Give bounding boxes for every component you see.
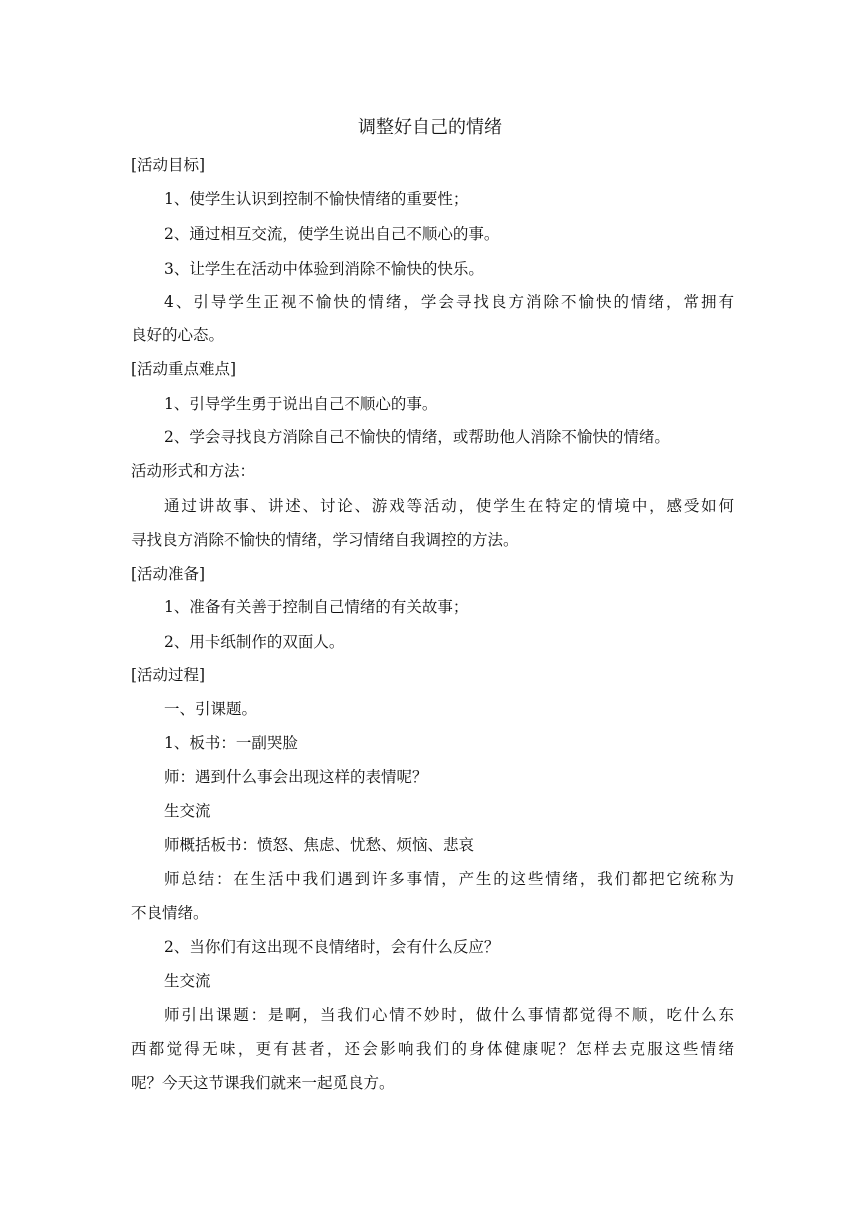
process-item: 2、当你们有这出现不良情绪时，会有什么反应？ bbox=[164, 938, 500, 956]
methods-paragraph-cont: 寻找良方消除不愉快的情绪，学习情绪自我调控的方法。 bbox=[131, 531, 519, 549]
process-item: 1、板书：一副哭脸 bbox=[164, 734, 298, 752]
section-heading-preparation: [活动准备] bbox=[131, 565, 206, 583]
goal-item-4-cont: 良好的心态。 bbox=[131, 326, 225, 344]
process-item: 师引出课题：是啊，当我们心情不妙时，做什么事情都觉得不顺，吃什么东 bbox=[164, 1006, 734, 1024]
key-point-2: 2、学会寻找良方消除自己不愉快的情绪，或帮助他人消除不愉快的情绪。 bbox=[164, 428, 670, 446]
preparation-item-1: 1、准备有关善于控制自己情绪的有关故事； bbox=[164, 598, 469, 616]
process-item-cont: 不良情绪。 bbox=[131, 904, 209, 922]
key-point-1: 1、引导学生勇于说出自己不顺心的事。 bbox=[164, 395, 438, 413]
goal-item-4: 4、引导学生正视不愉快的情绪，学会寻找良方消除不愉快的情绪，常拥有 bbox=[164, 293, 734, 311]
section-heading-key-points: [活动重点难点] bbox=[131, 360, 237, 378]
process-item: 师概括板书：愤怒、焦虑、忧愁、烦恼、悲哀 bbox=[164, 836, 475, 854]
page-title: 调整好自己的情绪 bbox=[358, 117, 502, 138]
section-heading-process: [活动过程] bbox=[131, 666, 206, 684]
process-item-cont: 呢？今天这节课我们就来一起觅良方。 bbox=[131, 1074, 395, 1092]
preparation-item-2: 2、用卡纸制作的双面人。 bbox=[164, 633, 345, 651]
process-step-1: 一、引课题。 bbox=[164, 700, 258, 718]
goal-item-3: 3、让学生在活动中体验到消除不愉快的快乐。 bbox=[164, 260, 484, 278]
process-item: 生交流 bbox=[164, 972, 211, 990]
process-item: 师：遇到什么事会出现这样的表情呢？ bbox=[164, 768, 428, 786]
methods-paragraph: 通过讲故事、讲述、讨论、游戏等活动，使学生在特定的情境中，感受如何 bbox=[164, 497, 734, 515]
goal-item-1: 1、使学生认识到控制不愉快情绪的重要性； bbox=[164, 190, 469, 208]
section-heading-methods: 活动形式和方法： bbox=[131, 462, 256, 480]
process-item: 生交流 bbox=[164, 802, 211, 820]
section-heading-goals: [活动目标] bbox=[131, 156, 206, 174]
process-item: 师总结：在生活中我们遇到许多事情，产生的这些情绪，我们都把它统称为 bbox=[164, 870, 734, 888]
goal-item-2: 2、通过相互交流，使学生说出自己不顺心的事。 bbox=[164, 225, 500, 243]
process-item-cont: 西都觉得无味，更有甚者，还会影响我们的身体健康呢？怎样去克服这些情绪 bbox=[131, 1040, 734, 1058]
